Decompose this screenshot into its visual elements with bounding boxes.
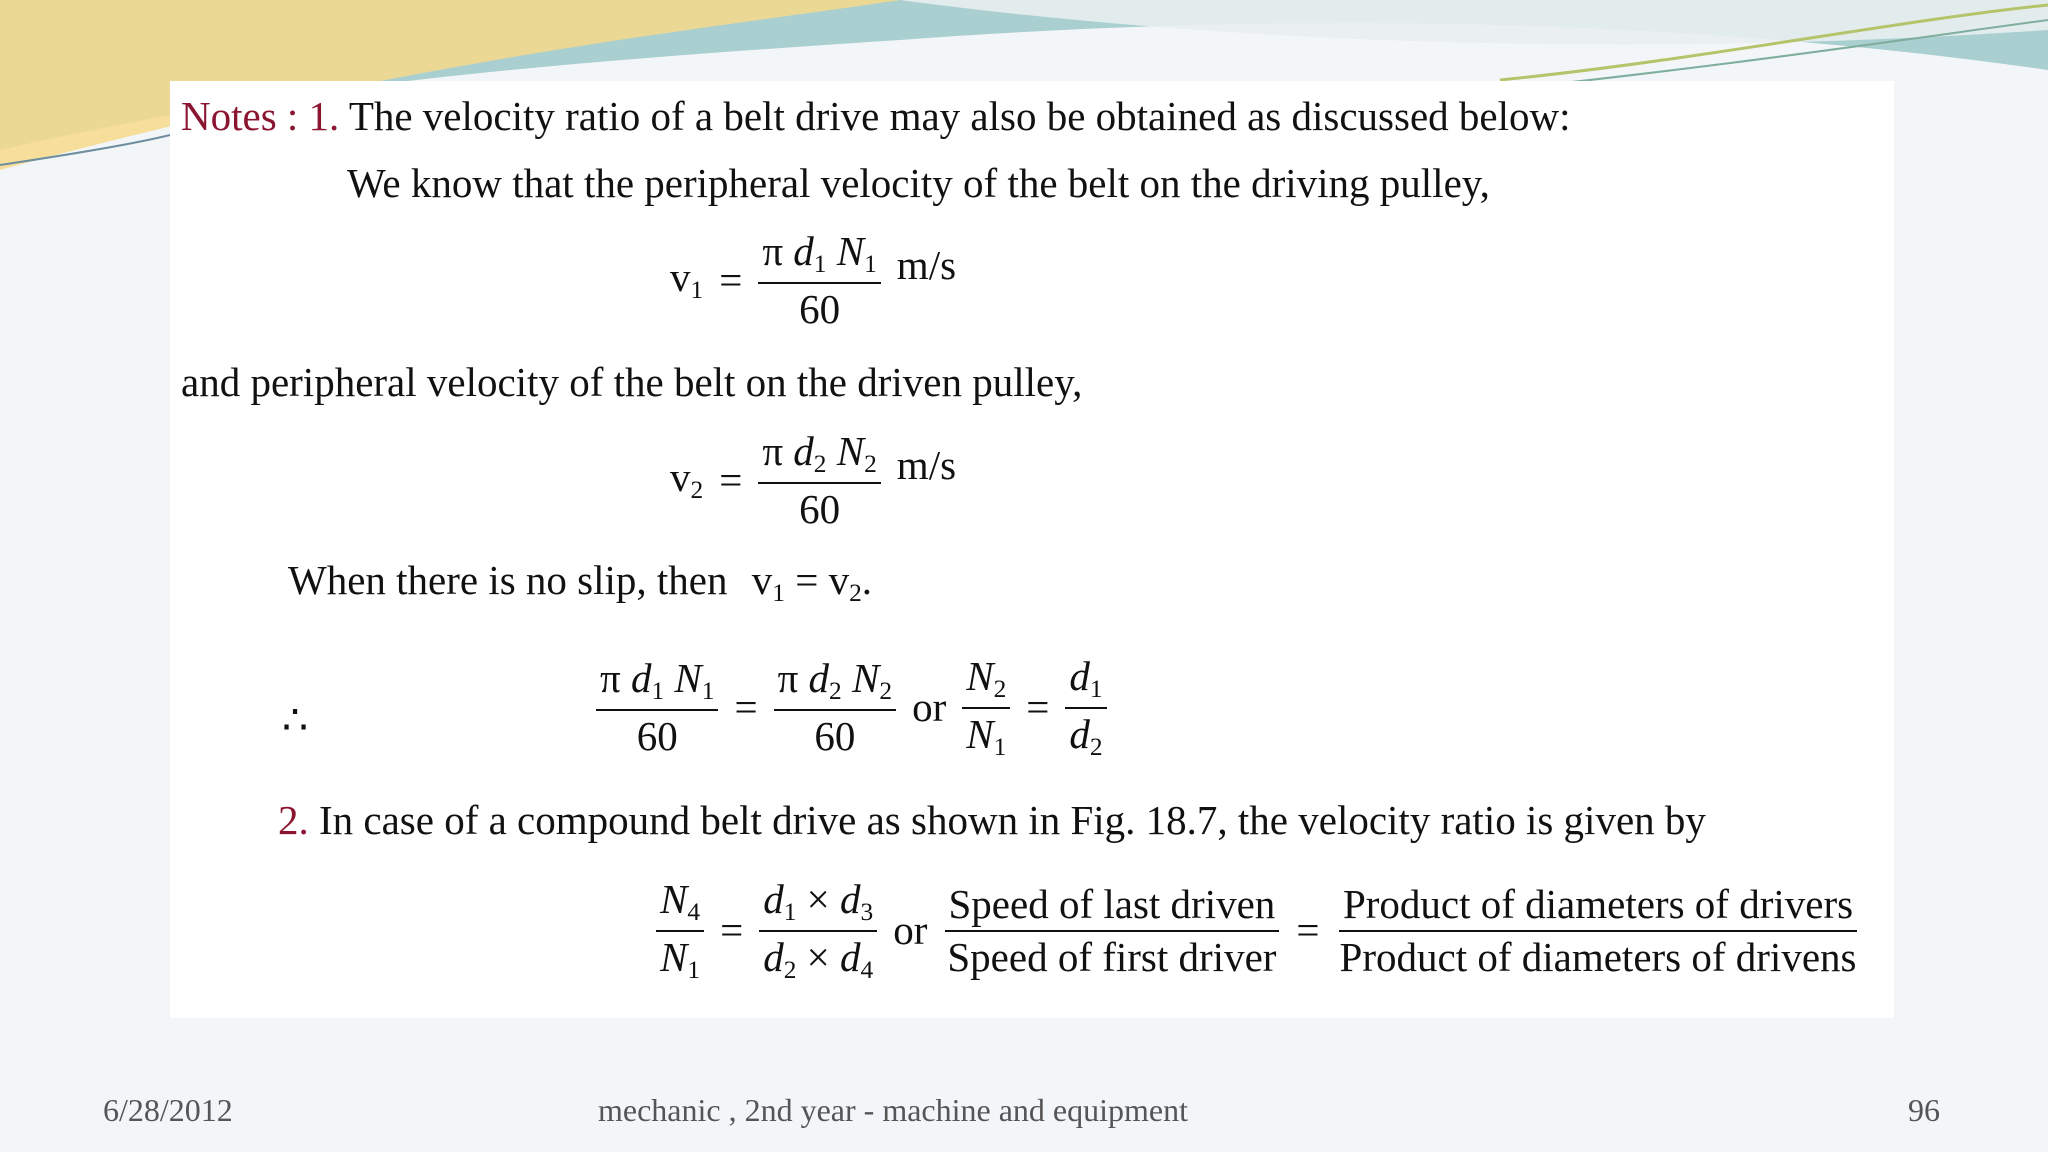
v2-fraction: $\frac{\pi d_2 N_2}{60}$: [758, 430, 880, 531]
notes-label: Notes : 1.: [181, 93, 340, 139]
equation-v1: $v_1$ = $\frac{\pi d_1 N_1}{60}$ m/s: [670, 228, 957, 332]
therefore-symbol: ∴: [282, 697, 309, 743]
note-2-text: In case of a compound belt drive as shown in Fig. 18.7, the velocity ratio is given by: [319, 797, 1706, 843]
footer-page-number: 96: [1908, 1092, 1940, 1128]
equation-compound: $\frac{N_4}{N_1}$ = $\frac{d_1 \times d_3}{d_2 \times d_4}$ or $\frac{\text{Speed of last driven}}{\text{Speed of first driver}}$ = $\frac{\text{Product of diameters of drivers}}{\text{Product of diameters of drivens}}$: [656, 878, 1860, 984]
line-and-driven: and peripheral velocity of the belt on the driven pulley,: [181, 359, 1083, 405]
equation-no-slip: $\frac{\pi d_1 N_1}{60}$ = $\frac{\pi d_2 N_2}{60}$ or $\frac{N_2}{N_1}$ = $\frac{d_1}{d_2}$: [596, 655, 1107, 761]
footer-title: mechanic , 2nd year - machine and equipment: [598, 1092, 1188, 1128]
v1-fraction: $\frac{\pi d_1 N_1}{60}$: [758, 230, 880, 331]
note-2-label: 2.: [278, 797, 309, 843]
note-2-line: [278, 797, 1706, 843]
note-1-text: The velocity ratio of a belt drive may also be obtained as discussed below:: [348, 93, 1571, 139]
equation-v2: $v_2$ = $\frac{\pi d_2 N_2}{60}$ m/s: [670, 428, 957, 532]
note-1-line: [181, 93, 1571, 139]
line-we-know: We know that the peripheral velocity of the belt on the driving pulley,: [347, 160, 1490, 206]
no-slip-line: When there is no slip, then $v_1 = v_2$.: [288, 557, 873, 608]
footer-date: 6/28/2012: [103, 1092, 233, 1128]
